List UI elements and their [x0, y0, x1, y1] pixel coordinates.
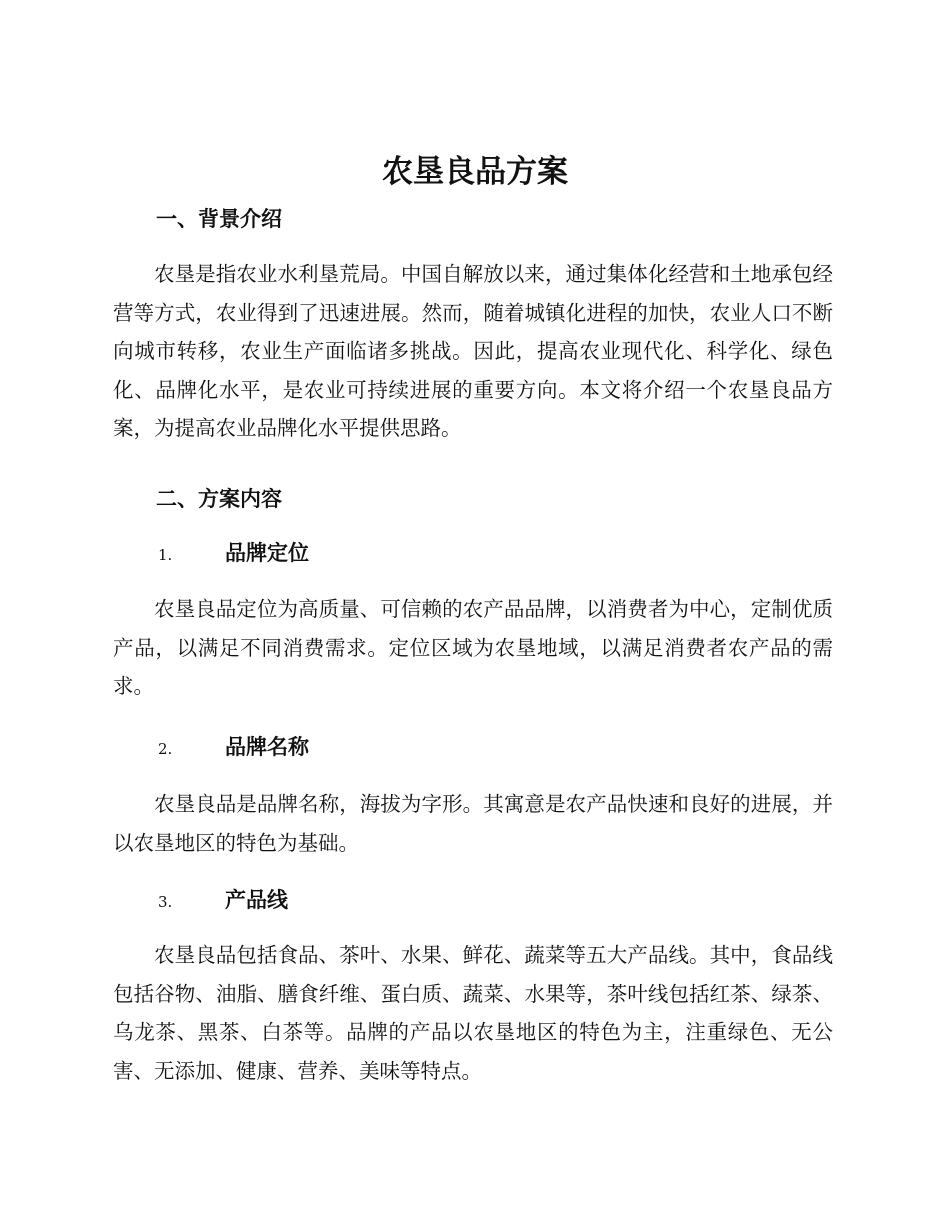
brand-name-paragraph: 农垦良品是品牌名称，海拔为字形。其寓意是农产品快速和良好的进展，并以农垦地区的特色为基础。 — [113, 792, 833, 855]
subsection-heading-brand-name — [158, 732, 309, 764]
brand-positioning-paragraph: 农垦良品定位为高质量、可信赖的农产品品牌，以消费者为中心，定制优质产品，以满足不同消费需求。定位区域为农垦地域，以满足消费者农产品的需求。 — [113, 597, 833, 698]
background-paragraph: 农垦是指农业水利垦荒局。中国自解放以来，通过集体化经营和土地承包经营等方式，农业得到了迅速进展。然而，随着城镇化进程的加快，农业人口不断向城市转移，农业生产面临诸多挑战。因此，提高农业现代化、科学化、绿色化、品牌化水平，是农业可持续进展的重要方向。本文将介绍一个农垦良品方案，为提高农业品牌化水平提供思路。 — [113, 262, 833, 440]
section-heading-background: 一、背景介绍 — [156, 207, 282, 231]
document-title: 农垦良品方案 — [382, 154, 568, 190]
subsection-number: 1. — [158, 546, 173, 564]
subsection-number: 3. — [158, 893, 173, 911]
subsection-title: 产品线 — [225, 888, 288, 912]
product-line-paragraph: 农垦良品包括食品、茶叶、水果、鲜花、蔬菜等五大产品线。其中，食品线包括谷物、油脂、膳食纤维、蛋白质、蔬菜、水果等，茶叶线包括红茶、绿茶、乌龙茶、黑茶、白茶等。品牌的产品以农垦地区的特色为主，注重绿色、无公害、无添加、健康、营养、美味等特点。 — [113, 943, 833, 1083]
subsection-heading-brand-positioning — [158, 538, 309, 570]
subsection-title: 品牌名称 — [225, 735, 309, 759]
subsection-title: 品牌定位 — [225, 541, 309, 565]
subsection-heading-product-line — [158, 885, 288, 917]
subsection-number: 2. — [158, 740, 173, 758]
section-heading-plan-content: 二、方案内容 — [156, 487, 282, 511]
